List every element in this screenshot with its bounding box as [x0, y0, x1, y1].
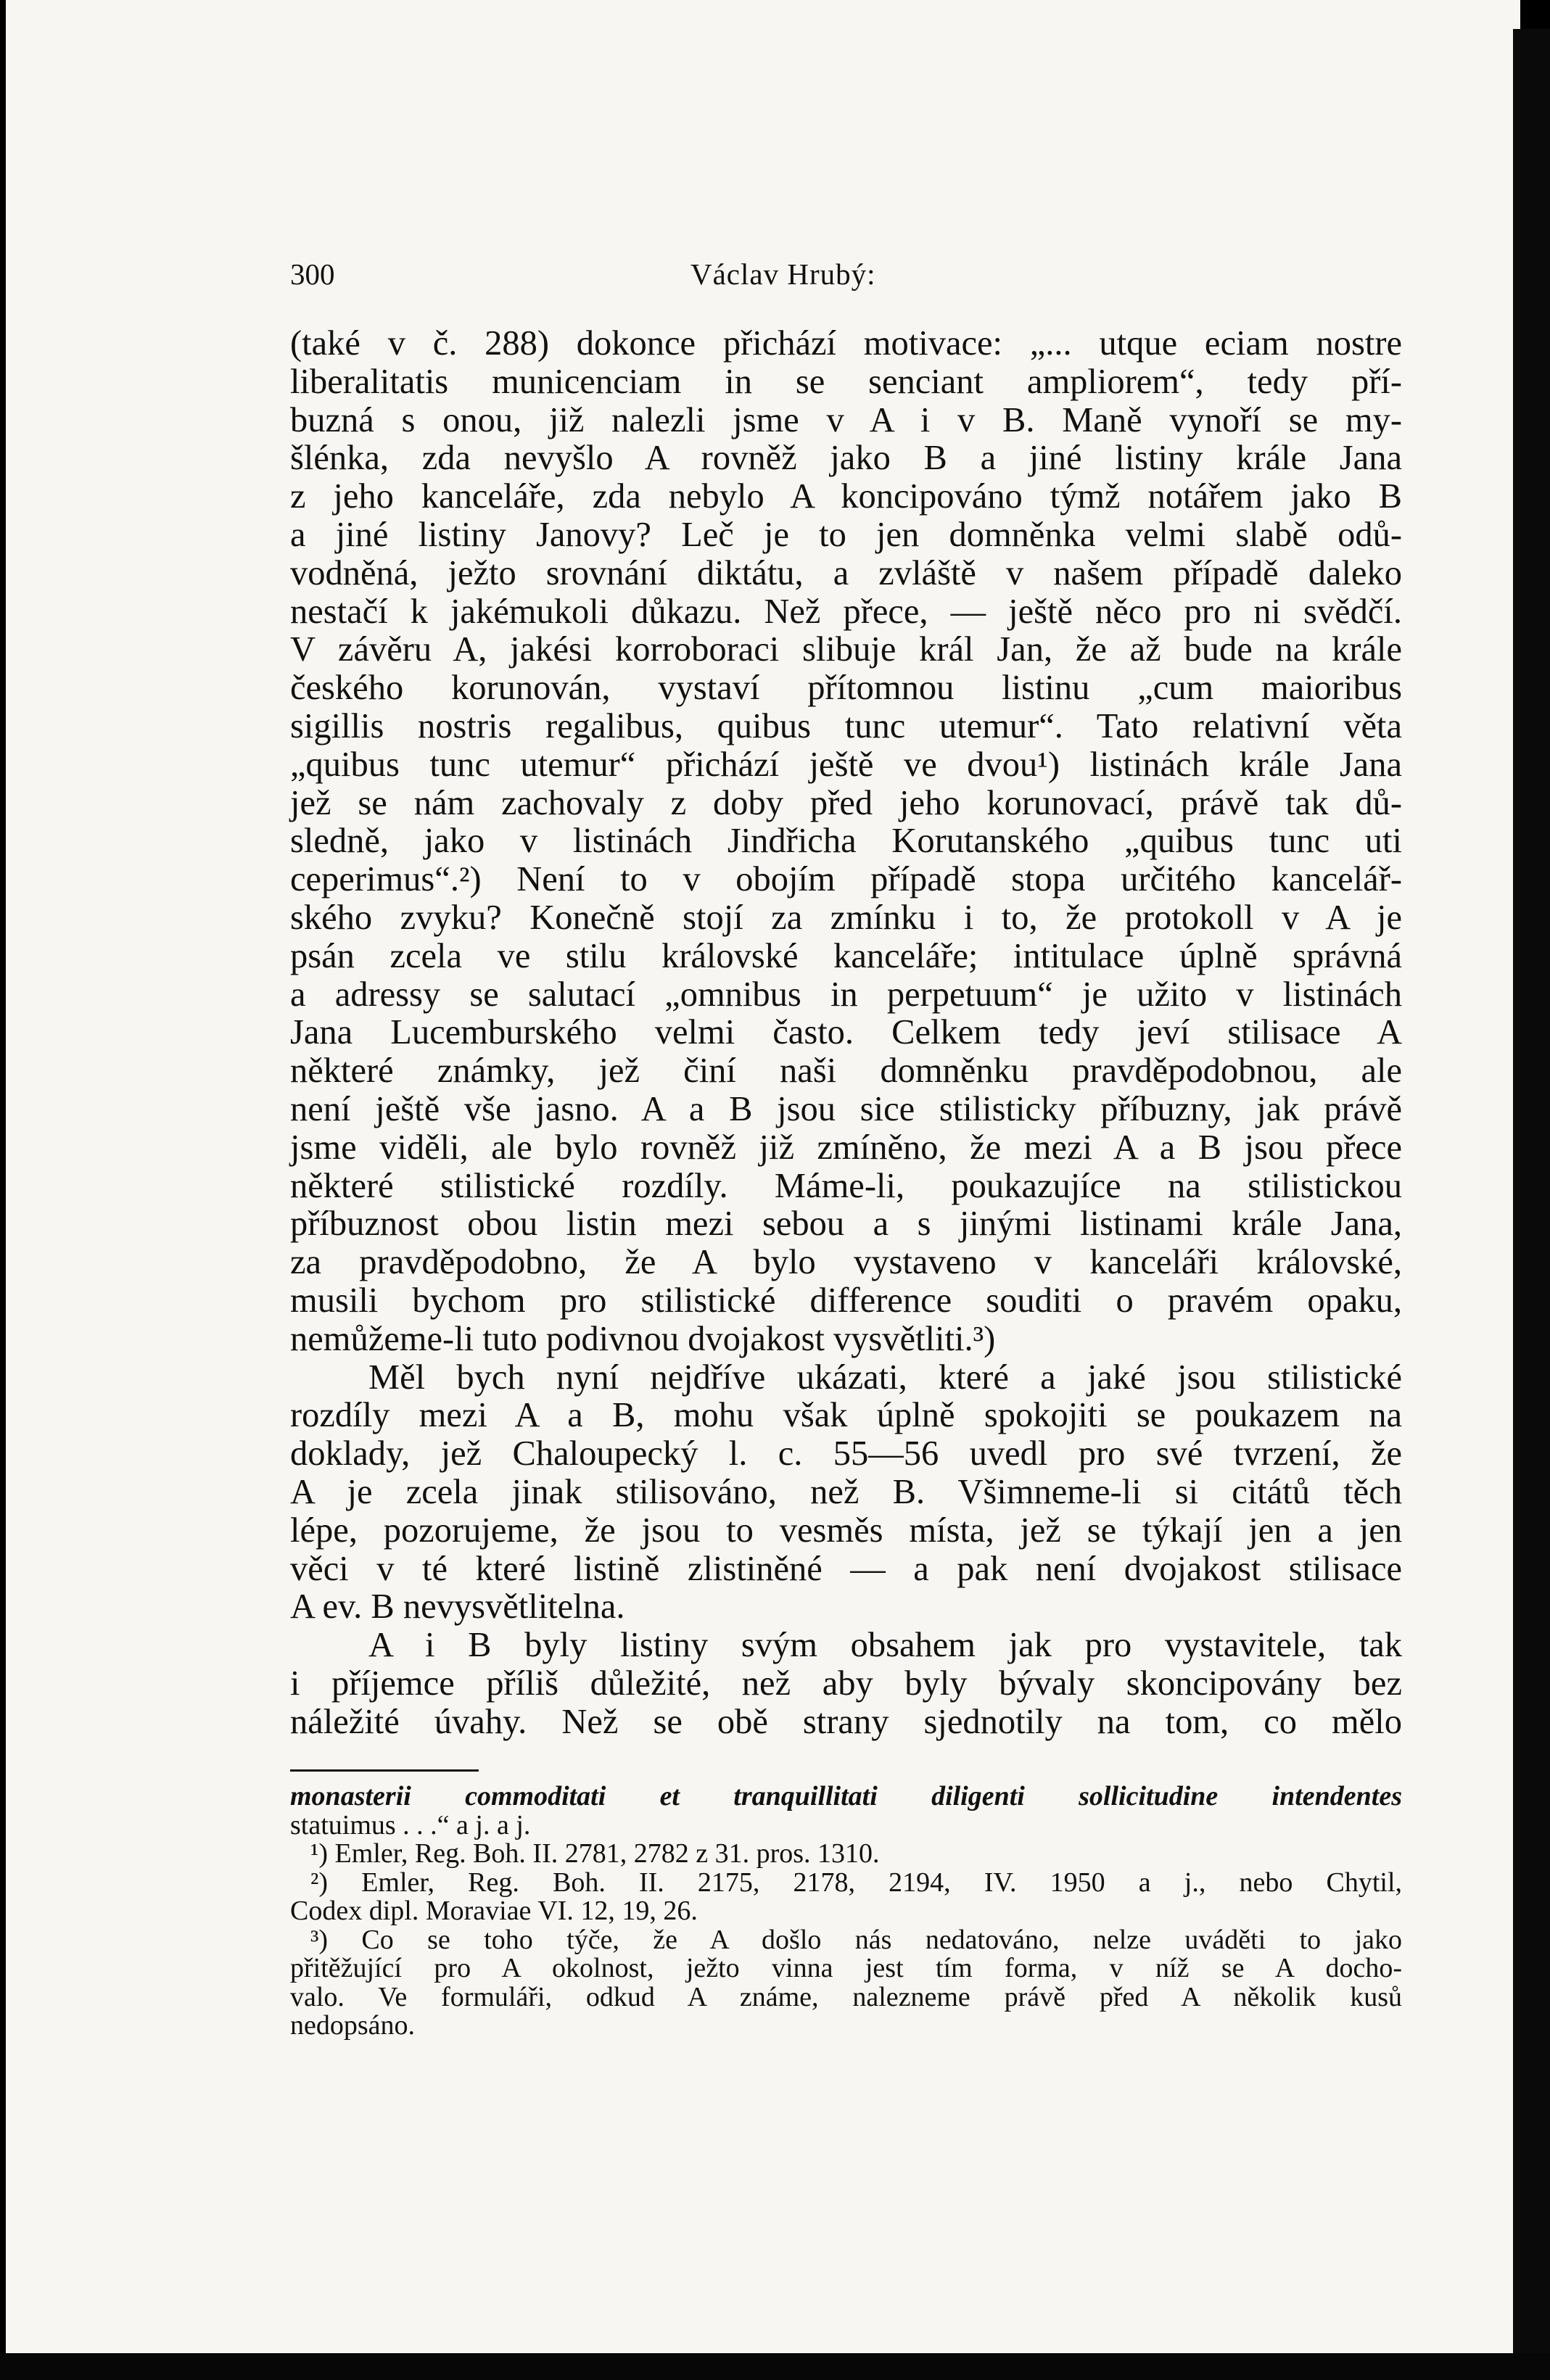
footnote-line: nedopsáno.: [290, 2010, 416, 2041]
footnote-line: monasterii commoditati et tranquillitati diligenti sollicitudine intendentes: [290, 1781, 1402, 1811]
footnote-line: ³) Co se toho týče, že A došlo nás nedatováno, nelze uváděti to jako: [310, 1924, 1402, 1955]
footnote-line: přitěžující pro A okolnost, ježto vinna jest tím forma, v níž se A docho-: [290, 1953, 1402, 1983]
footnote-rule: [290, 1769, 479, 1772]
body-line: buzná s onou, již nalezli jsme v A i v B. Maně vynoří se my-: [290, 400, 1402, 439]
body-line: A je zcela jinak stilisováno, než B. Všimneme-li si citátů těch: [290, 1472, 1402, 1511]
body-line: příbuznost obou listin mezi sebou a s jinými listinami krále Jana,: [290, 1205, 1402, 1244]
body-line: náležité úvahy. Než se obě strany sjednotily na tom, co mělo: [290, 1702, 1402, 1741]
body-line: psán zcela ve stilu královské kanceláře; intitulace úplně správná: [290, 936, 1402, 975]
body-line: některé stilistické rozdíly. Máme-li, poukazujíce na stilistickou: [290, 1166, 1402, 1205]
scan-border-right: [1513, 29, 1550, 2380]
body-line: A i B byly listiny svým obsahem jak pro vystavitele, tak: [368, 1626, 1402, 1665]
body-line: doklady, jež Chaloupecký l. c. 55—56 uvedl pro své tvrzení, že: [290, 1434, 1402, 1474]
body-line: „quibus tunc utemur“ přichází ještě ve dvou¹) listinách krále Jana: [290, 745, 1402, 784]
body-line: šlénka, zda nevyšlo A rovněž jako B a jiné listiny krále Jana: [290, 439, 1402, 478]
body-line: českého korunován, vystaví přítomnou listinu „cum maioribus: [290, 669, 1402, 708]
body-line: liberalitatis municenciam in se senciant ampliorem“, tedy pří-: [290, 362, 1402, 401]
footnote-line: Codex dipl. Moraviae VI. 12, 19, 26.: [290, 1896, 698, 1926]
running-head: Václav Hrubý:: [691, 257, 876, 291]
body-line: (také v č. 288) dokonce přichází motivace: „... utque eciam nostre: [290, 324, 1402, 363]
body-line: A ev. B nevysvětlitelna.: [290, 1587, 625, 1627]
body-line: a adressy se salutací „omnibus in perpetuum“ je užito v listinách: [290, 975, 1402, 1014]
footnotes: [290, 1782, 1402, 2041]
body-line: nestačí k jakémukoli důkazu. Než přece, — ještě něco pro ni svědčí.: [290, 592, 1402, 631]
body-line: Jana Lucemburského velmi často. Celkem tedy jeví stilisace A: [290, 1013, 1402, 1052]
footnote-line: valo. Ve formuláři, odkud A známe, nalezneme právě před A několik kusů: [290, 1981, 1402, 2012]
body-line: ceperimus“.²) Není to v obojím případě stopa určitého kancelář-: [290, 860, 1402, 899]
footnote-line: statuimus . . .“ a j. a j.: [290, 1809, 531, 1840]
body-text: [290, 325, 1402, 1741]
footnote-line: ¹) Emler, Reg. Boh. II. 2781, 2782 z 31. pros. 1310.: [310, 1838, 880, 1869]
body-line: některé známky, jež činí naši domněnku pravděpodobnou, ale: [290, 1051, 1402, 1091]
body-line: jež se nám zachovaly z doby před jeho korunovací, právě tak dů-: [290, 783, 1402, 822]
body-line: Měl bych nyní nejdříve ukázati, které a jaké jsou stilistické: [368, 1358, 1402, 1397]
body-line: z jeho kanceláře, zda nebylo A koncipováno týmž notářem jako B: [290, 477, 1402, 516]
body-line: nemůžeme-li tuto podivnou dvojakost vysvětliti.³): [290, 1319, 996, 1358]
body-line: sigillis nostris regalibus, quibus tunc utemur“. Tato relativní věta: [290, 706, 1402, 745]
body-line: i příjemce příliš důležité, než aby byly bývaly skoncipovány bez: [290, 1664, 1402, 1703]
body-line: ského zvyku? Konečně stojí za zmínku i to, že protokoll v A je: [290, 898, 1402, 937]
body-line: věci v té které listině zlistiněné — a pak není dvojakost stilisace: [290, 1549, 1402, 1588]
body-line: lépe, pozorujeme, že jsou to vesměs místa, jež se týkají jen a jen: [290, 1511, 1402, 1550]
body-line: jsme viděli, ale bylo rovněž již zmíněno, že mezi A a B jsou přece: [290, 1128, 1402, 1167]
page-header: [290, 257, 943, 300]
body-line: není ještě vše jasno. A a B jsou sice stilisticky příbuzny, jak právě: [290, 1089, 1402, 1128]
page-number: 300: [290, 257, 335, 291]
scan-border-bottom: [0, 2353, 1550, 2380]
body-line: a jiné listiny Janovy? Leč je to jen domněnka velmi slabě odů-: [290, 515, 1402, 554]
body-line: rozdíly mezi A a B, mohu však úplně spokojiti se poukazem na: [290, 1396, 1402, 1435]
body-line: musili bychom pro stilistické difference souditi o pravém opaku,: [290, 1281, 1402, 1320]
body-line: sledně, jako v listinách Jindřicha Korutanského „quibus tunc uti: [290, 822, 1402, 861]
body-line: vodněná, ježto srovnání diktátu, a zvláště v našem případě daleko: [290, 553, 1402, 592]
body-line: za pravděpodobno, že A bylo vystaveno v kanceláři královské,: [290, 1243, 1402, 1282]
body-line: V závěru A, jakési korroboraci slibuje král Jan, že až bude na krále: [290, 630, 1402, 669]
footnote-line: ²) Emler, Reg. Boh. II. 2175, 2178, 2194, IV. 1950 a j., nebo Chytil,: [310, 1867, 1402, 1898]
